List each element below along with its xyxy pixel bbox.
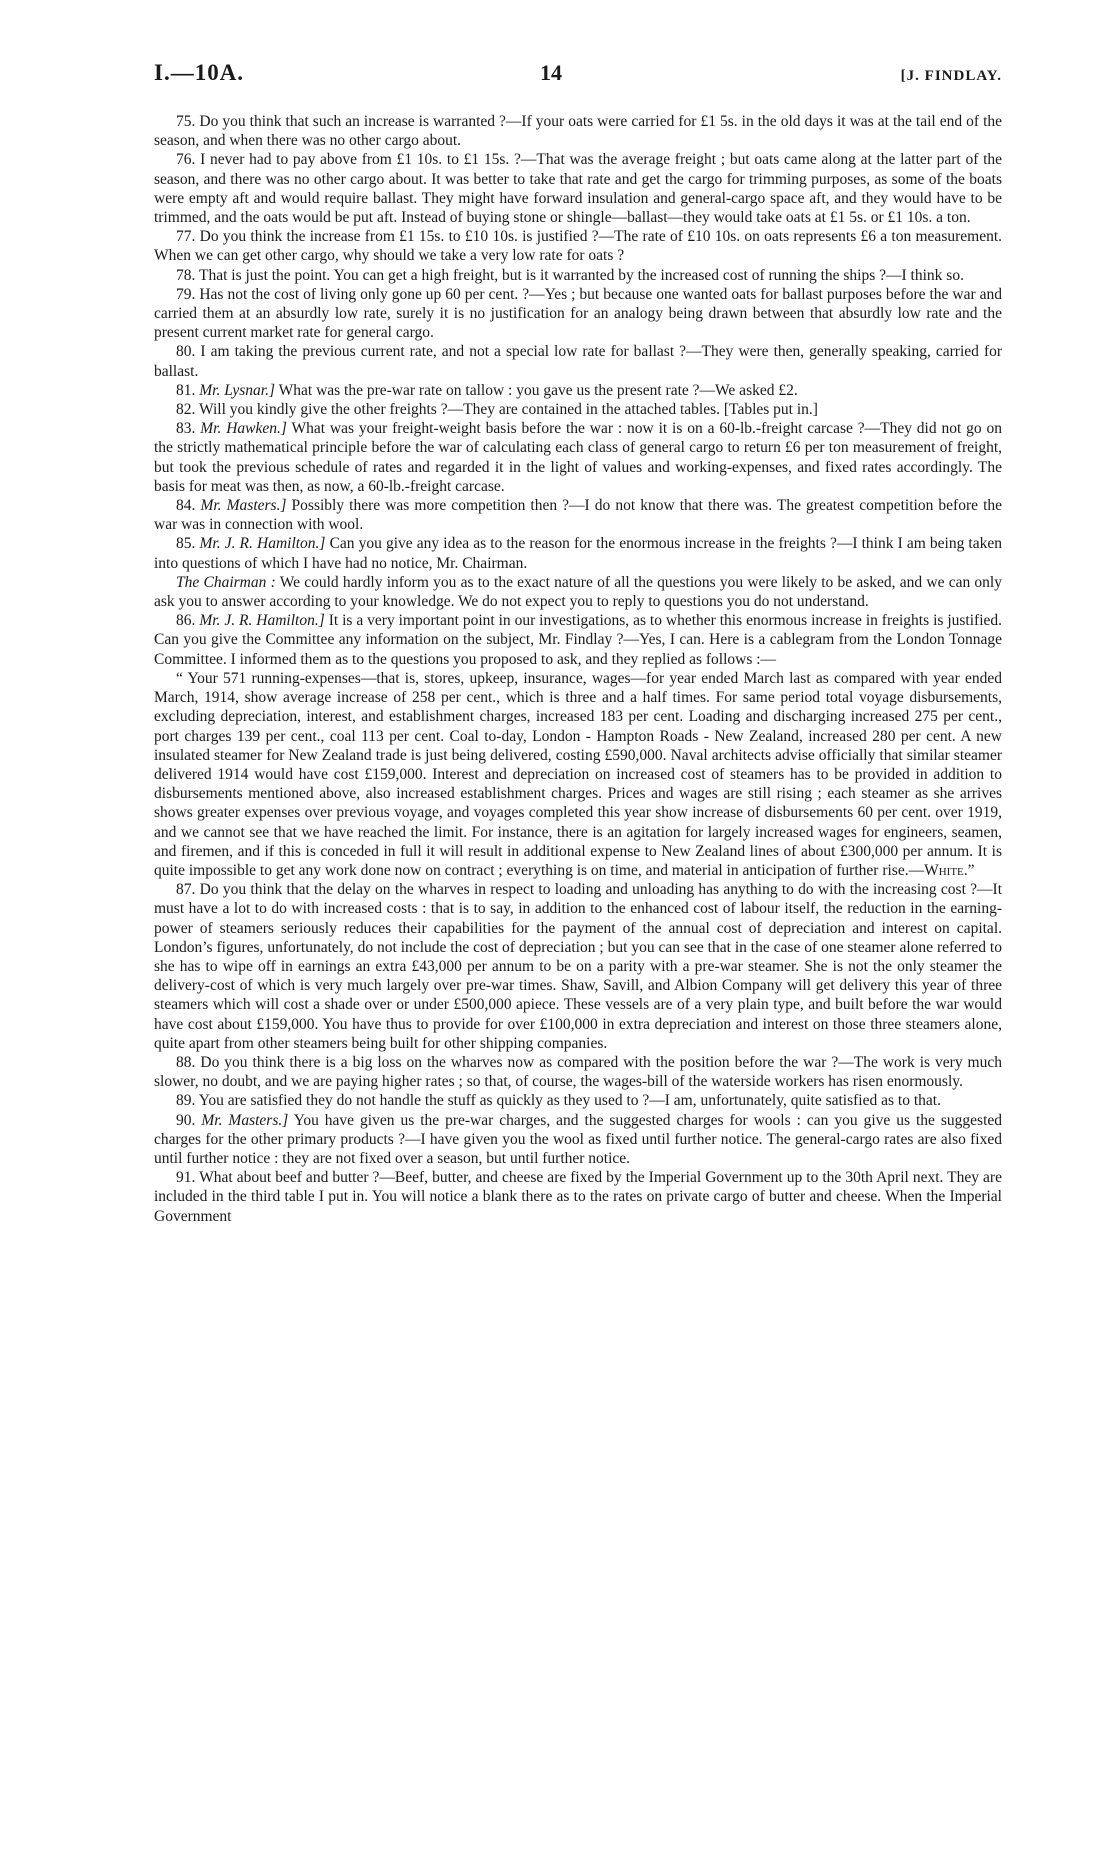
testimony-paragraph — [154, 880, 1002, 1053]
paragraph-text: Do you think the increase from £1 15s. to £10 10s. is justified ?—The rate of £10 10s. on oats represents £6 a ton measurement. When we can get other cargo, why should we take a very low rate for oats ? — [154, 228, 1003, 265]
speaker-name: The Chairman : — [176, 573, 276, 591]
paragraph-text: Has not the cost of living only gone up 60 per cent. ?—Yes ; but because one wanted oats for ballast purposes before the war and carried them at an absurdly low rate, surely it is no justification for an analogy being drawn between that absurdly low rate and the present current market rate for general cargo. — [154, 285, 1002, 342]
testimony-paragraph — [154, 285, 1002, 343]
paragraph-text: You have given us the pre-war charges, and the suggested charges for wools : can you give us the suggested charges for the other primary products ?—I have given you the wool as fixed until further notice. The general-cargo rates are also fixed until further notice : they are not fixed over a season, but until further notice. — [154, 1111, 1003, 1167]
page-header — [154, 60, 1002, 100]
paragraph-text: I am taking the previous current rate, and not a special low rate for ballast ?—They were then, generally speaking, carried for ballast. — [154, 343, 1003, 380]
speaker-name: Mr. J. R. Hamilton.] — [199, 535, 326, 553]
question-number: 87. — [176, 881, 200, 899]
cablegram-text: “ Your 571 running-expenses—that is, stores, upkeep, insurance, wages—for year ended March last as compared with year ended March, 1914, show average increase of 258 per cent., which is three and a half times. For same period total voyage disbursements, excluding depreciation, interest, and establishment charges, increased 183 per cent. Loading and discharging increased 275 per cent., port charges 139 per cent., coal 113 per cent. Coal to-day, London - Hampton Roads - New Zealand, increased 280 per cent. A new insulated steamer for New Zealand trade is just being delivered, costing £590,000. Naval architects advise officially that similar steamer delivered 1914 would have cost £159,000. Interest and depreciation on increased cost of steamers has to be provided in addition to disbursements mentioned above, also increased establishment charges. Prices and wages are still rising ; each steamer as she arrives shows greater expenses over previous voyage, and voyages completed this year show increase of disbursements 60 per cent. over 1919, and we cannot see that we have reached the limit. For instance, there is an agitation for largely increased wages for engineers, seamen, and firemen, and if this is conceded in full it will result in additional expense to New Zealand lines of about £300,000 per annum. It is quite impossible to get any work done now on contract ; everything is on time, and material in anticipation of further rise.— — [154, 669, 1002, 879]
paragraph-text: What was the pre-war rate on tallow : you gave us the present rate ?—We asked £2. — [275, 381, 798, 399]
document-body — [154, 112, 1002, 1226]
testimony-paragraph — [154, 1091, 1002, 1110]
testimony-paragraph — [154, 400, 1002, 419]
paragraph-text: What about beef and butter ?—Beef, butter, and cheese are fixed by the Imperial Government up to the 30th April next. They are included in the third table I put in. You will notice a blank there as to the rates on private cargo of butter and cheese. When the Imperial Government — [154, 1169, 1002, 1225]
page-number: 14 — [540, 60, 562, 85]
paragraphs-after — [154, 880, 1002, 1226]
testimony-paragraph — [154, 266, 1002, 285]
paragraph-text: Can you give any idea as to the reason for the enormous increase in the freights ?—I think I am being taken into questions of which I have had no notice, Mr. Chairman. — [154, 535, 1002, 572]
cablegram-quote — [154, 669, 1002, 880]
testimony-paragraph — [154, 496, 1002, 534]
paragraph-text: That is just the point. You can get a high freight, but is it warranted by the increased cost of running the ships ?—I think so. — [198, 266, 964, 284]
testimony-paragraph — [154, 150, 1002, 227]
testimony-paragraph — [154, 227, 1002, 265]
paragraph-text: I never had to pay above from £1 10s. to £1 15s. ?—That was the average freight ; but oats came along at the latter part of the season, and there was no other cargo about. It was better to take that rate and get the cargo for trimming purposes, as some of the boats were empty aft and would require ballast. They might have forward insulation and general-cargo space aft, and they would have to be trimmed, and the oats would be put aft. Instead of buying stone or shingle—ballast—they would take oats at £1 5s. or £1 10s. a ton. — [154, 151, 1003, 227]
testimony-paragraph — [154, 1168, 1002, 1226]
question-number: 83. — [176, 420, 201, 438]
testimony-paragraph — [154, 419, 1002, 496]
paragraphs-before — [154, 112, 1002, 669]
question-number: 84. — [176, 497, 201, 515]
paragraph-text: It is a very important point in our investigations, as to whether this enormous increase in freights is justified. Can you give the Committee any information on the subject, Mr. Findlay ?—Yes, I can. Here is a cablegram from the London Tonnage Committee. I informed them as to the questions you proposed to ask, and they replied as follows :— — [154, 612, 1003, 668]
paragraph-text: Will you kindly give the other freights ?—They are contained in the attached tables. [Tables put in.] — [198, 401, 818, 419]
paragraph-text: You are satisfied they do not handle the stuff as quickly as they used to ?—I am, unfortunately, quite satisfied as to that. — [198, 1092, 941, 1110]
paragraph-text: Possibly there was more competition then ?—I do not know that there was. The greatest competition before the war was in connection with wool. — [154, 497, 1003, 534]
question-number: 90. — [176, 1111, 202, 1129]
testimony-paragraph — [154, 112, 1002, 150]
testimony-paragraph — [154, 573, 1002, 611]
question-number: 88. — [176, 1053, 201, 1071]
paragraph-text: Do you think that such an increase is warranted ?—If your oats were carried for £1 5s. in the old days it was at the tail end of the season, and when there was no other cargo about. — [154, 113, 1003, 150]
question-number: 82. — [176, 401, 199, 419]
question-number: 86. — [176, 612, 200, 630]
speaker-name: Mr. J. R. Hamilton.] — [199, 612, 325, 630]
witness-name: [J. FINDLAY. — [900, 68, 1002, 84]
question-number: 85. — [176, 535, 200, 553]
question-number: 79. — [176, 285, 200, 303]
speaker-name: Mr. Hawken.] — [200, 420, 287, 438]
speaker-name: Mr. Masters.] — [200, 497, 287, 515]
testimony-paragraph — [154, 611, 1002, 669]
speaker-name: Mr. Masters.] — [201, 1111, 289, 1129]
paragraph-text: What was your freight-weight basis before the war : now it is on a 60-lb.-freight carcase ?—They did not go on the strictly mathematical principle before the war of calculating each class of general cargo to return £6 per ton measurement of freight, but took the previous schedule of rates and regarded it in the light of values and working-expenses, and fixed rates accordingly. The basis for meat was then, as now, a 60-lb.-freight carcase. — [154, 420, 1002, 495]
question-number: 89. — [176, 1092, 199, 1110]
cablegram-signature: White — [924, 861, 964, 879]
testimony-paragraph — [154, 1053, 1002, 1091]
question-number: 91. — [176, 1169, 200, 1187]
paragraph-text: Do you think there is a big loss on the wharves now as compared with the position before the war ?—The work is very much slower, no doubt, and we are paying higher rates ; so that, of course, the wages-bill of the waterside workers has risen enormously. — [154, 1053, 1002, 1091]
question-number: 77. — [176, 228, 200, 246]
testimony-paragraph — [154, 1111, 1002, 1169]
question-number: 75. — [176, 113, 200, 130]
testimony-paragraph — [154, 381, 1002, 400]
question-number: 76. — [176, 151, 201, 169]
paragraph-text: Do you think that the delay on the wharves in respect to loading and unloading has anything to do with the increasing cost ?—It must have a lot to do with increased costs : that is to say, in addition to the enhanced cost of labour itself, the reduction in the earning-power of steamers seriously reduces their capabilities for the payment of the annual cost of depreciation and interest on capital. London’s figures, unfortunately, do not include the cost of depreciation ; but you can see that in the case of one steamer alone referred to she has to wipe off in earnings an extra £43,000 per annum to be on a parity with a pre-war steamer. She is not the only steamer the delivery-cost of which is very much largely over pre-war times. Shaw, Savill, and Albion Company will get delivery this year of three steamers which will cost a shade over or under £500,000 apiece. These vessels are of a very plain type, and built before the war would have cost about £159,000. You have thus to provide for over £100,000 in extra depreciation and interest on those three steamers alone, quite apart from other steamers being built for other shipping companies. — [154, 881, 1003, 1052]
testimony-paragraph — [154, 342, 1002, 380]
document-reference: I.—10A. — [154, 60, 245, 85]
cablegram-closing: .” — [963, 861, 975, 879]
question-number: 81. — [176, 381, 200, 399]
testimony-paragraph — [154, 534, 1002, 572]
speaker-name: Mr. Lysnar.] — [199, 381, 276, 399]
paragraph-text: We could hardly inform you as to the exact nature of all the questions you were likely to be asked, and we can only ask you to answer according to your knowledge. We do not expect you to reply to questions you do not understand. — [154, 573, 1002, 611]
question-number: 80. — [176, 343, 201, 361]
question-number: 78. — [176, 266, 199, 284]
